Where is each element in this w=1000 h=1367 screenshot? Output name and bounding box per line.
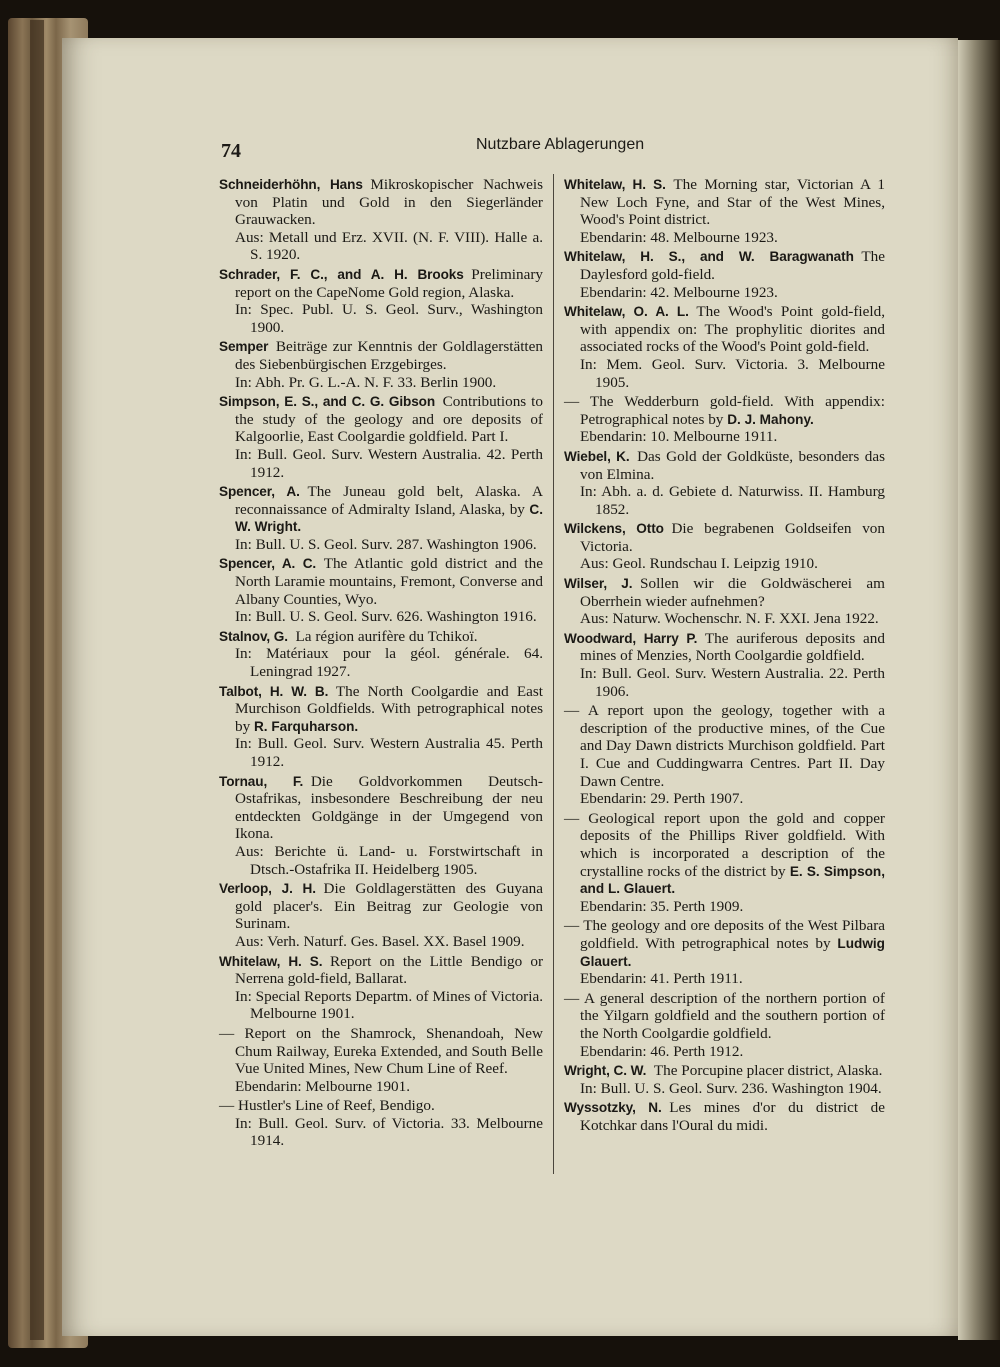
entry-source: In: Bull. Geol. Surv. of Victoria. 33. Melbourne 1914. [235, 1114, 543, 1150]
entry-citation [564, 1099, 885, 1134]
bibliography-entry [564, 176, 885, 246]
entry-title: — The Wedderburn gold-field. With appendix: Petrographical notes by [564, 393, 885, 428]
entry-title: — A general description of the northern portion of the Yilgarn goldfield and the southern portion of the North Coolgardie goldfield. [564, 989, 885, 1042]
entry-author: Woodward, Harry P. [564, 630, 698, 646]
entry-source: Ebendarin: 41. Perth 1911. [580, 970, 743, 988]
bibliography-entry [564, 520, 885, 573]
entry-source: Aus: Geol. Rundschau I. Leipzig 1910. [580, 555, 818, 573]
entry-author: Verloop, J. H. [219, 881, 316, 897]
entry-source: In: Bull. U. S. Geol. Surv. 287. Washington 1906. [235, 535, 537, 553]
page-right-shadow [958, 40, 1000, 1340]
entry-title: The Atlantic gold district and the North Laramie mountains, Fremont, Converse and Albany Counties, Wyo. [235, 555, 543, 608]
entry-author: Semper [219, 339, 269, 355]
entry-author: Wyssotzky, N. [564, 1100, 662, 1116]
entry-citation [564, 448, 885, 483]
entry-source: Ebendarin: 10. Melbourne 1911. [580, 428, 778, 446]
entry-citation [564, 575, 885, 610]
entry-source: In: Mem. Geol. Surv. Victoria. 3. Melbourne 1905. [580, 355, 885, 391]
entry-citation [564, 303, 885, 356]
entry-title: The North Coolgardie and East Murchison Goldfields. With petrographical notes by [235, 682, 543, 735]
entry-citation [219, 880, 543, 933]
bibliography-entry [564, 630, 885, 700]
bibliography-entry [564, 393, 885, 446]
entry-source: In: Matériaux pour la géol. générale. 64. Leningrad 1927. [235, 645, 543, 681]
entry-title: Report on the Little Bendigo or Nerrena gold-field, Ballarat. [235, 952, 544, 988]
book-spine [30, 20, 44, 1340]
entry-citation [564, 810, 885, 898]
bibliography-entry [219, 773, 543, 879]
entry-source: In: Special Reports Departm. of Mines of Victoria. Melbourne 1901. [235, 987, 543, 1023]
entry-citation [564, 702, 885, 790]
entry-contributor: R. Farquharson. [253, 718, 359, 734]
running-title: Nutzbare Ablagerungen [476, 136, 645, 153]
bibliography-entry [219, 953, 543, 1023]
entry-title: Mikroskopischer Nachweis von Platin und Gold in den Siegerländer Grauwacken. [235, 176, 543, 229]
entry-source: In: Spec. Publ. U. S. Geol. Surv., Washington 1900. [235, 301, 543, 336]
entry-citation [219, 555, 543, 608]
entry-source: Ebendarin: 35. Perth 1909. [580, 897, 744, 915]
bibliography-entry [564, 248, 885, 301]
bibliography-entry [219, 628, 543, 681]
entry-citation [219, 683, 543, 736]
entry-contributor: Ludwig Glauert. [580, 935, 885, 969]
entry-source: In: Abh. a. d. Gebiete d. Naturwiss. II. Hamburg 1852. [580, 483, 885, 518]
entry-source: Aus: Naturw. Wochenschr. N. F. XXI. Jena 1922. [580, 610, 879, 628]
entry-title: The Morning star, Victorian A 1 New Loch Fyne, and Star of the West Mines, Wood's Point district. [580, 176, 886, 229]
entry-citation [219, 338, 543, 373]
bibliography-entry [219, 483, 543, 553]
entry-source: In: Bull. Geol. Surv. Western Australia. 22. Perth 1906. [580, 665, 885, 700]
entry-source: In: Bull. U. S. Geol. Surv. 236. Washington 1904. [580, 1079, 882, 1097]
left-column [219, 176, 543, 1152]
entry-title: The Porcupine placer district, Alaska. [653, 1062, 883, 1080]
entry-citation [219, 393, 543, 446]
entry-title: The Daylesford gold-field. [580, 248, 885, 283]
entry-citation [219, 628, 543, 646]
bibliography-entry [564, 990, 885, 1060]
entry-author: Wilckens, Otto [564, 521, 664, 537]
entry-citation [219, 176, 543, 229]
bibliography-entry [564, 917, 885, 987]
entry-citation [219, 1025, 543, 1078]
entry-citation [219, 266, 543, 301]
entry-author: Schrader, F. C., and A. H. Brooks [219, 266, 464, 282]
entry-title: Contributions to the study of the geology and ore deposits of Kalgoorlie, East Coolgardie goldfield. Part I. [235, 393, 543, 446]
entry-author: Wilser, J. [564, 576, 633, 592]
entry-source: Ebendarin: 29. Perth 1907. [580, 790, 744, 808]
column-divider [553, 174, 554, 1174]
entry-author: Whitelaw, H. S. [219, 953, 323, 969]
entry-title: The auriferous deposits and mines of Menzies, North Coolgardie goldfield. [580, 629, 885, 665]
entry-contributor: E. S. Simpson, and L. Glauert. [580, 863, 886, 897]
bibliography-entry [219, 338, 543, 391]
entry-citation [219, 483, 543, 536]
entry-title: — Report on the Shamrock, Shenandoah, New Chum Railway, Eureka Extended, and South Belle Vue United Mines, New Chum Line of Reef. [219, 1024, 543, 1078]
entry-contributor: D. J. Mahony. [727, 411, 814, 427]
entry-source: In: Bull. Geol. Surv. Western Australia 45. Perth 1912. [235, 735, 543, 770]
entry-source: In: Bull. U. S. Geol. Surv. 626. Washington 1916. [235, 608, 537, 626]
bibliography-entry [219, 393, 543, 481]
page-number: 74 [221, 140, 241, 162]
entry-title: Les mines d'or du district de Kotchkar dans l'Oural du midi. [580, 1099, 885, 1134]
entry-author: Whitelaw, H. S., and W. Baragwanath [564, 249, 854, 265]
entry-title: Die Goldlagerstätten des Guyana gold placer's. Ein Beitrag zur Geologie von Surinam. [235, 880, 544, 933]
entry-citation [564, 176, 885, 229]
entry-author: Spencer, A. C. [219, 556, 317, 572]
entry-citation [564, 917, 885, 970]
entry-source: Ebendarin: Melbourne 1901. [235, 1077, 411, 1095]
entry-citation [564, 248, 885, 283]
bibliography-entry [564, 303, 885, 391]
entry-source: Ebendarin: 46. Perth 1912. [580, 1042, 744, 1060]
entry-title: The Juneau gold belt, Alaska. A reconnaissance of Admiralty Island, Alaska, by [235, 483, 544, 518]
bibliography-entry [564, 448, 885, 518]
entry-title: Sollen wir die Goldwäscherei am Oberrhein wieder aufnehmen? [580, 575, 885, 610]
entry-source: Aus: Metall und Erz. XVII. (N. F. VIII). Halle a. S. 1920. [235, 228, 543, 264]
entry-citation [564, 520, 885, 555]
entry-author: Wiebel, K. [564, 448, 630, 464]
entry-author: Tornau, F. [219, 773, 304, 789]
entry-source: In: Abh. Pr. G. L.-A. N. F. 33. Berlin 1900. [235, 373, 497, 391]
entry-author: Talbot, H. W. B. [219, 683, 329, 699]
entry-source: Aus: Berichte ü. Land- u. Forstwirtschaft in Dtsch.-Ostafrika II. Heidelberg 1905. [235, 842, 543, 878]
entry-author: Wright, C. W. [564, 1063, 647, 1079]
bibliography-entry [564, 810, 885, 916]
entry-title: Die begrabenen Goldseifen von Victoria. [580, 520, 885, 555]
entry-author: Spencer, A. [219, 484, 300, 500]
entry-citation [564, 630, 885, 665]
entry-title: Die Goldvorkommen Deutsch-Ostafrikas, insbesondere Beschreibung der neu entdeckten Goldgänge in der Umgegend von Ikona. [235, 772, 543, 843]
entry-citation [219, 953, 543, 988]
entry-author: Stalnov, G. [219, 628, 288, 644]
entry-source: Ebendarin: 48. Melbourne 1923. [580, 228, 778, 246]
entry-title: The Wood's Point gold-field, with appendix on: The prophylitic diorites and associated rocks of the Wood's Point gold-field. [580, 303, 885, 356]
entry-citation [564, 1062, 885, 1080]
entry-source: Ebendarin: 42. Melbourne 1923. [580, 283, 778, 301]
entry-source: Aus: Verh. Naturf. Ges. Basel. XX. Basel 1909. [235, 932, 525, 950]
entry-author: Whitelaw, H. S. [564, 177, 666, 192]
bibliography-entry [564, 1062, 885, 1097]
bibliography-entry [219, 266, 543, 336]
bibliography-entry [219, 683, 543, 771]
entry-author: Whitelaw, O. A. L. [564, 304, 689, 320]
bibliography-entry [219, 176, 543, 264]
entry-title: — Hustler's Line of Reef, Bendigo. [219, 1097, 435, 1115]
entry-citation [219, 1097, 543, 1115]
entry-author: Simpson, E. S., and C. G. Gibson [219, 394, 436, 410]
entry-author: Schneiderhöhn, Hans [219, 177, 363, 192]
bibliography-entry [219, 1097, 543, 1150]
bibliography-entry [219, 880, 543, 950]
entry-title: Preliminary report on the CapeNome Gold region, Alaska. [235, 265, 543, 301]
bibliography-entry [564, 575, 885, 628]
entry-title: Das Gold der Goldküste, besonders das von Elmina. [580, 447, 885, 483]
right-column [564, 176, 885, 1136]
bibliography-entry [564, 1099, 885, 1134]
entry-citation [564, 393, 885, 428]
entry-title: — A report upon the geology, together with a description of the productive mines, of the Cue and Day Dawn districts Murchison goldfield. Part I. Cue and Cuddingwarra Centres. Part II. Day Dawn Centre. [564, 702, 885, 790]
entry-title: La région aurifère du Tchikoï. [295, 627, 478, 645]
entry-contributor: C. W. Wright. [235, 501, 544, 535]
entry-source: In: Bull. Geol. Surv. Western Australia. 42. Perth 1912. [235, 445, 543, 481]
entry-title: — Geological report upon the gold and copper deposits of the Phillips River goldfield. With which is incorporated a description of the crystalline rocks of the district by [564, 809, 885, 880]
bibliography-entry [564, 702, 885, 808]
bibliography-entry [219, 1025, 543, 1095]
entry-citation [564, 990, 885, 1043]
entry-title: Beiträge zur Kenntnis der Goldlagerstätten des Siebenbürgischen Erzgebirges. [235, 338, 543, 373]
bibliography-entry [219, 555, 543, 625]
entry-citation [219, 773, 543, 843]
entry-title: — The geology and ore deposits of the West Pilbara goldfield. With petrographical notes by [564, 917, 885, 952]
